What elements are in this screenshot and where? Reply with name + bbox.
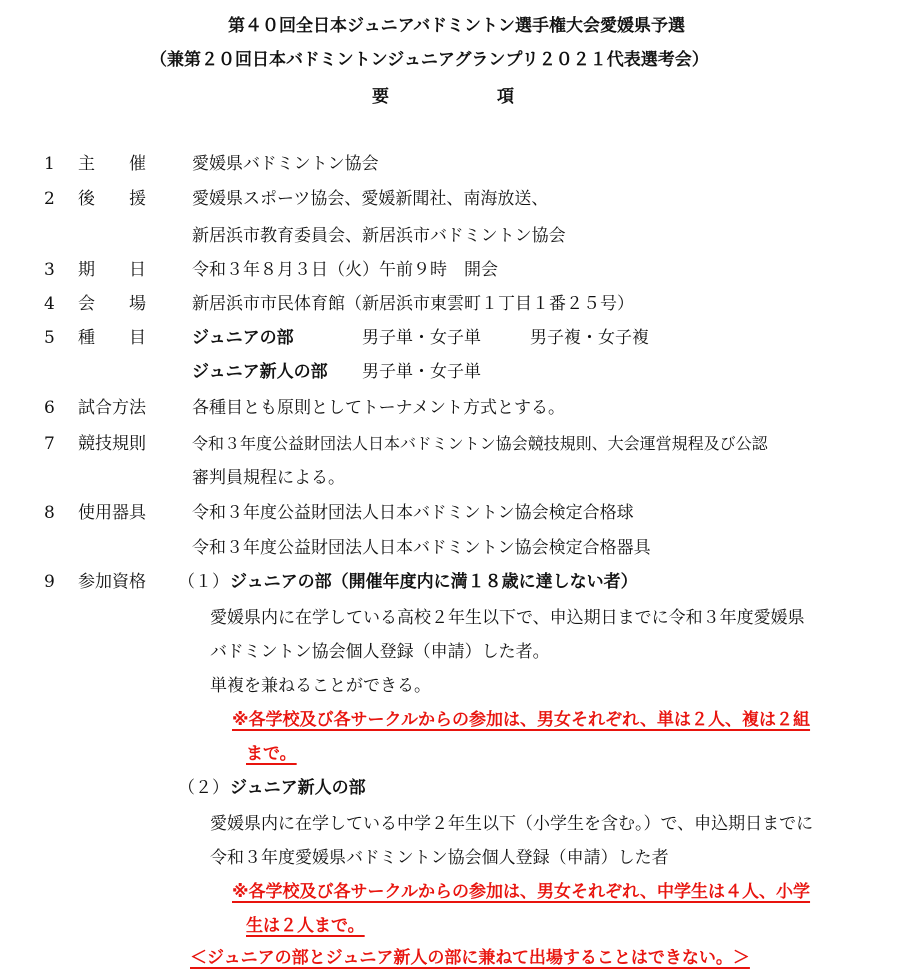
item-number: 3 (44, 260, 55, 280)
item-label: 会 場 (78, 294, 146, 314)
item-text: 愛媛県スポーツ協会、愛媛新聞社、南海放送、 (192, 189, 549, 209)
item-text: 審判員規程による。 (192, 468, 345, 488)
junior-participation-note-cont: まで。 (246, 744, 297, 764)
item-label: 競技規則 (78, 434, 146, 454)
item-text: 愛媛県バドミントン協会 (192, 154, 379, 174)
document-title: 第４０回全日本ジュニアバドミントン選手権大会愛媛県予選 (228, 16, 685, 36)
event-junior-singles: 男子単・女子単 (362, 328, 481, 348)
document-subtitle: （兼第２０回日本バドミントンジュニアグランプリ２０２１代表選考会） (150, 50, 709, 70)
section-number: （１） (178, 572, 229, 592)
item-number: 4 (44, 294, 55, 314)
item-label: 試合方法 (78, 398, 146, 418)
item-label: 種 目 (78, 328, 146, 348)
item-label: 主 催 (78, 154, 146, 174)
event-newcomer-singles: 男子単・女子単 (362, 362, 481, 382)
item-text: 令和３年度公益財団法人日本バドミントン協会検定合格球 (192, 503, 634, 523)
item-number: 9 (44, 572, 55, 592)
item-text: 令和３年度公益財団法人日本バドミントン協会検定合格器具 (192, 538, 651, 558)
item-number: 8 (44, 503, 55, 523)
section-title-newcomer: ジュニア新人の部 (230, 778, 366, 798)
event-junior-label: ジュニアの部 (192, 328, 294, 348)
youkou-heading-a: 要 (372, 87, 389, 107)
item-text: 各種目とも原則としてトーナメント方式とする。 (192, 398, 565, 418)
item-number: 1 (44, 154, 55, 174)
item-number: 5 (44, 328, 55, 348)
item-text: 新居浜市教育委員会、新居浜市バドミントン協会 (192, 226, 566, 246)
newcomer-participation-note: ※各学校及び各サークルからの参加は、男女それぞれ、中学生は４人、小学 (232, 882, 811, 902)
item-text: 新居浜市市民体育館（新居浜市東雲町１丁目１番２５号） (192, 294, 634, 314)
section-number: （２） (178, 778, 229, 798)
double-entry-prohibition-note: ＜ジュニアの部とジュニア新人の部に兼ねて出場することはできない。＞ (190, 948, 750, 968)
event-newcomer-label: ジュニア新人の部 (192, 362, 328, 382)
section-title-junior: ジュニアの部（開催年度内に満１８歳に達しない者） (230, 572, 638, 592)
eligibility-text: バドミントン協会個人登録（申請）した者。 (210, 642, 550, 662)
item-label: 使用器具 (78, 503, 146, 523)
youkou-heading-b: 項 (497, 87, 514, 107)
eligibility-text: 令和３年度愛媛県バドミントン協会個人登録（申請）した者 (210, 848, 669, 868)
newcomer-participation-note-cont: 生は２人まで。 (246, 916, 365, 936)
eligibility-text: 愛媛県内に在学している中学２年生以下（小学生を含む。）で、申込期日までに (210, 814, 814, 834)
eligibility-text: 愛媛県内に在学している高校２年生以下で、申込期日までに令和３年度愛媛県 (210, 608, 805, 628)
item-label: 後 援 (78, 189, 146, 209)
item-label: 期 日 (78, 260, 146, 280)
item-number: 7 (44, 434, 55, 454)
item-number: 2 (44, 189, 55, 209)
item-text: 令和３年８月３日（火）午前９時 開会 (192, 260, 498, 280)
eligibility-text: 単複を兼ねることができる。 (210, 676, 431, 696)
event-junior-doubles: 男子複・女子複 (530, 328, 649, 348)
item-number: 6 (44, 398, 55, 418)
junior-participation-note: ※各学校及び各サークルからの参加は、男女それぞれ、単は２人、複は２組 (232, 710, 811, 730)
item-text: 令和３年度公益財団法人日本バドミントン協会競技規則、大会運営規程及び公認 (192, 434, 768, 453)
item-label: 参加資格 (78, 572, 146, 592)
